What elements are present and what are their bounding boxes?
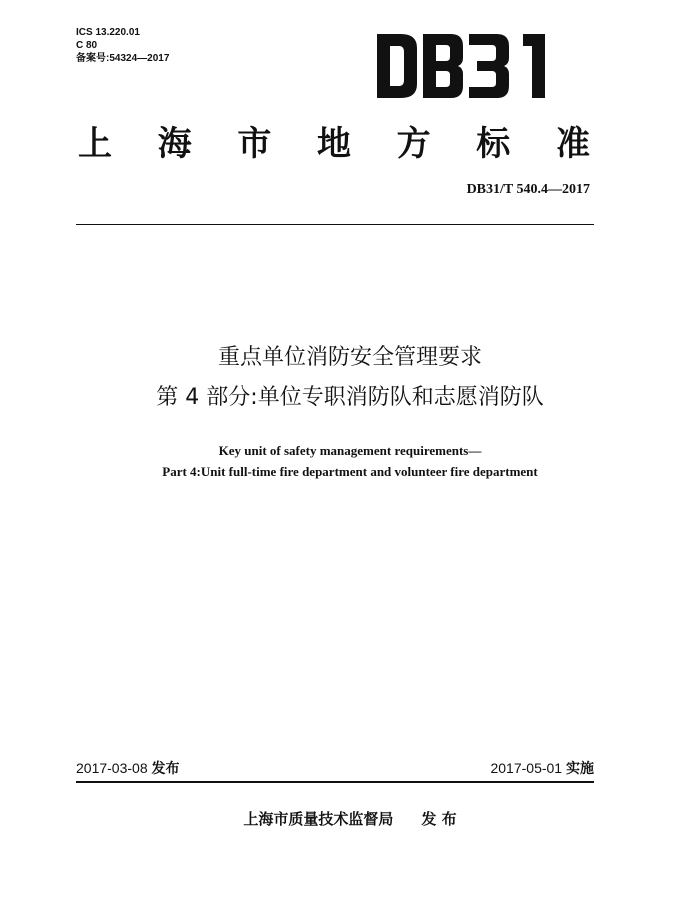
- issue-date: [76, 758, 180, 778]
- ccs-code: C 80: [76, 40, 98, 51]
- standard-number: DB31/T 540.4—2017: [466, 182, 590, 197]
- standard-type-char: 市: [237, 124, 272, 164]
- publisher: [0, 808, 700, 829]
- ics-code: ICS 13.220.01: [76, 27, 140, 38]
- db31-logo: [375, 32, 555, 100]
- standard-type-char: 地: [316, 124, 351, 164]
- chinese-title-line2: 第 4 部分:单位专职消防队和志愿消防队: [156, 385, 544, 410]
- standard-type-char: 准: [555, 124, 590, 164]
- implementation-label: 实施: [566, 760, 594, 776]
- filing-number: 备案号:54324—2017: [76, 53, 170, 64]
- issue-date-value: 2017-03-08: [76, 760, 148, 776]
- standard-type-char: 上: [78, 124, 112, 164]
- standard-type-char: 海: [157, 124, 192, 164]
- standard-type-title: [78, 116, 590, 165]
- issue-label: 发布: [151, 760, 180, 776]
- implementation-date: [490, 758, 594, 778]
- standard-type-char: 标: [476, 124, 511, 164]
- publisher-action: 发 布: [421, 810, 457, 828]
- publisher-name: 上海市质量技术监督局: [243, 810, 394, 828]
- classification-block: [76, 26, 169, 65]
- header-divider: [76, 224, 594, 225]
- implementation-date-value: 2017-05-01: [490, 760, 563, 776]
- chinese-title-line1: 重点单位消防安全管理要求: [217, 345, 482, 370]
- english-title-line1: Key unit of safety management requirements—: [218, 443, 482, 458]
- chinese-title: [0, 338, 700, 418]
- english-title-line2: Part 4:Unit full-time fire department and volunteer fire department: [162, 464, 538, 479]
- english-title: [0, 440, 700, 482]
- standard-type-char: 方: [396, 124, 431, 164]
- footer-divider: [76, 781, 594, 783]
